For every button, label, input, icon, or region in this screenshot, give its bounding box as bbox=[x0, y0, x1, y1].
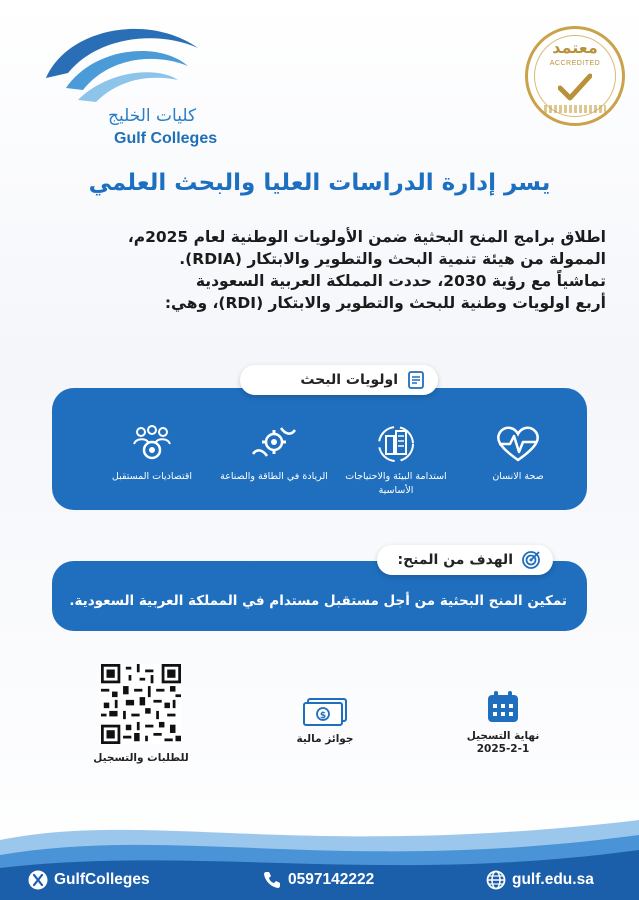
seal-english-text: ACCREDITED bbox=[549, 60, 601, 67]
website-link[interactable] bbox=[486, 870, 594, 890]
deadline-date: 2025-2-1 bbox=[476, 743, 530, 755]
priorities-header-label: اولويات البحث bbox=[300, 372, 398, 388]
document-icon bbox=[406, 370, 426, 390]
target-icon bbox=[521, 550, 541, 570]
website-url: gulf.edu.sa bbox=[512, 871, 594, 888]
logo-english-text: Gulf Colleges bbox=[114, 130, 218, 147]
gear-hands-icon bbox=[249, 424, 299, 464]
priority-label: اقتصاديات المستقبل bbox=[111, 471, 193, 482]
qr-code[interactable] bbox=[101, 664, 181, 744]
footer-bar bbox=[0, 862, 639, 900]
registration-deadline bbox=[458, 690, 548, 756]
priority-label: صحة الانسان bbox=[492, 471, 544, 482]
priority-item-energy bbox=[219, 424, 329, 484]
heart-pulse-icon bbox=[493, 424, 543, 464]
intro-line: الممولة من هيئة تنمية البحث والتطوير والابتكار (RDIA). bbox=[179, 250, 606, 268]
seal-arabic-text: معتمد bbox=[552, 38, 598, 57]
city-recycle-icon bbox=[371, 424, 421, 464]
intro-line: تماشياً مع رؤية 2030، حددت المملكة العربية السعودية bbox=[195, 272, 606, 290]
gulf-colleges-logo bbox=[38, 18, 218, 147]
goal-header-label: الهدف من المنح: bbox=[397, 552, 513, 568]
registration-info bbox=[80, 752, 202, 765]
accreditation-seal bbox=[525, 26, 625, 126]
priority-item-health bbox=[463, 424, 573, 484]
calendar-icon bbox=[486, 690, 520, 724]
x-social-icon bbox=[28, 870, 48, 890]
priority-item-environment bbox=[341, 424, 451, 498]
priorities-header-pill bbox=[240, 365, 438, 395]
money-icon bbox=[302, 697, 348, 727]
intro-line: اطلاق برامج المنح البحثية ضمن الأولويات الوطنية لعام 2025م، bbox=[127, 228, 606, 246]
goal-header-pill bbox=[377, 545, 553, 575]
seal-checkmark-icon bbox=[558, 73, 592, 101]
globe-icon bbox=[486, 870, 506, 890]
svg-text:$: $ bbox=[319, 711, 327, 721]
social-link[interactable] bbox=[28, 870, 150, 890]
goal-text: تمكين المنح البحثية من أجل مستقبل مستدام في المملكة العربية السعودية. bbox=[69, 593, 567, 609]
phone-icon bbox=[262, 870, 282, 890]
awards-label: جوائز مالية bbox=[296, 733, 354, 745]
logo-wave-icon bbox=[38, 18, 208, 108]
social-handle: GulfColleges bbox=[54, 871, 150, 888]
logo-arabic-text: كليات الخليج bbox=[108, 106, 197, 126]
people-gear-icon bbox=[127, 424, 177, 464]
deadline-label: نهاية التسجيل bbox=[466, 730, 540, 742]
register-label: للطلبات والتسجيل bbox=[93, 752, 189, 764]
research-priorities-panel bbox=[52, 388, 587, 510]
intro-line: أربع اولويات وطنية للبحث والتطوير والابتكار (RDI)، وهي: bbox=[164, 294, 606, 312]
priority-label: استدامة البيئة والاحتياجات الأساسية bbox=[345, 471, 447, 496]
phone-number: 0597142222 bbox=[288, 871, 375, 888]
phone-link[interactable] bbox=[262, 870, 374, 890]
page-title: يسر إدارة الدراسات العليا والبحث العلمي bbox=[88, 170, 551, 196]
priority-item-economy bbox=[97, 424, 207, 484]
priority-label: الريادة في الطاقة والصناعة bbox=[220, 471, 328, 482]
intro-paragraph bbox=[36, 226, 606, 314]
financial-awards bbox=[280, 697, 370, 746]
